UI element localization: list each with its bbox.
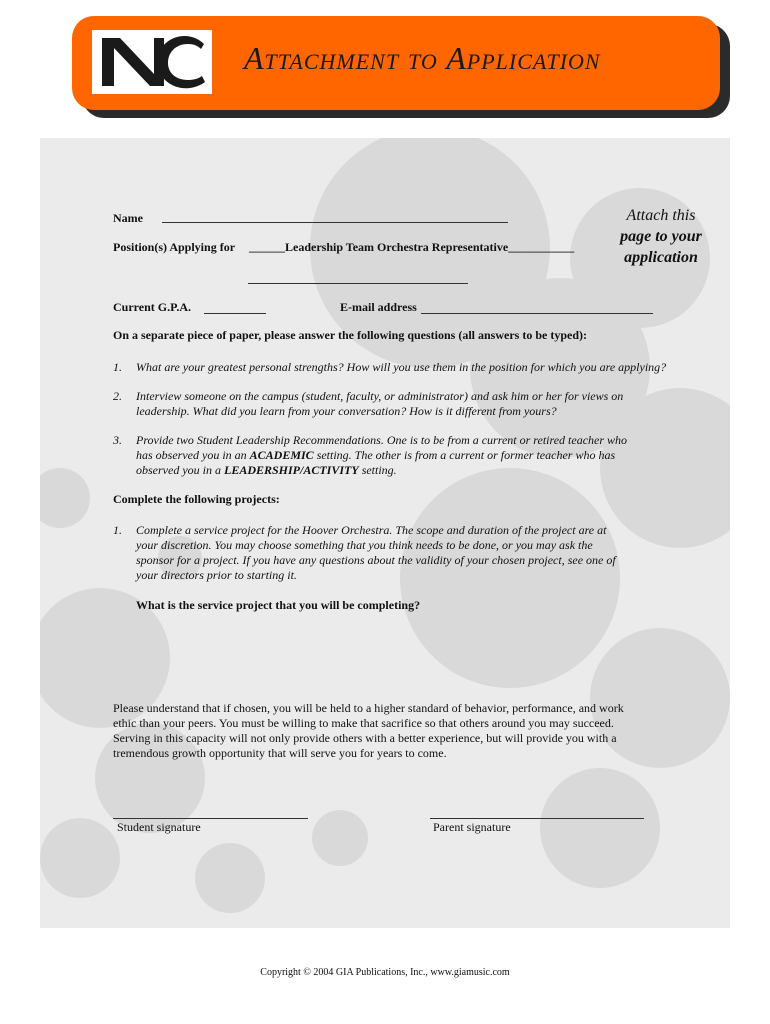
- question-3: [136, 433, 627, 478]
- question-3-line-3-c: setting.: [358, 463, 397, 477]
- question-2-line-2: leadership. What did you learn from your conversation? How is it different from yours?: [136, 404, 557, 418]
- question-1-number: 1.: [113, 360, 122, 374]
- attach-note: [606, 205, 716, 268]
- question-3-line-1: Provide two Student Leadership Recommendations. One is to be from a current or retired teacher who: [136, 433, 628, 447]
- student-signature-label: Student signature: [117, 820, 201, 834]
- position-field[interactable]: [249, 240, 574, 255]
- question-3-line-2-c: setting. The other is from a current or former teacher who has: [313, 448, 616, 462]
- question-2-number: 2.: [113, 389, 122, 403]
- closing-line-2: ethic than your peers. You must be willing to make that sacrifice so that others around you may succeed.: [113, 716, 614, 730]
- attach-note-line-1: Attach this: [626, 207, 696, 224]
- question-1-line-1: What are your greatest personal strengths? How will you use them in the position for which you are applying?: [136, 360, 667, 374]
- parent-signature-field[interactable]: [430, 818, 644, 819]
- position-value: Leadership Team Orchestra Representative: [285, 240, 509, 254]
- attach-note-line-3: application: [624, 249, 698, 266]
- parent-signature-label: Parent signature: [433, 820, 511, 834]
- project-1-line-1: Complete a service project for the Hoover Orchestra. The scope and duration of the project are at: [136, 523, 607, 537]
- svg-text:NC: NC: [98, 42, 100, 43]
- name-label: Name: [113, 211, 143, 225]
- gpa-label: Current G.P.A.: [113, 300, 191, 314]
- project-1: [136, 523, 616, 583]
- attach-note-line-2: page to your: [620, 228, 702, 245]
- question-3-line-3-a: observed you in a: [136, 463, 224, 477]
- copyright-footer: Copyright © 2004 GIA Publications, Inc., www.giamusic.com: [260, 967, 510, 978]
- question-3-number: 3.: [113, 433, 122, 447]
- academic-emphasis: ACADEMIC: [249, 448, 314, 462]
- position-prefix: ______: [249, 240, 285, 254]
- question-1: [136, 360, 666, 375]
- gpa-field[interactable]: [204, 313, 266, 314]
- project-1-line-3: sponsor for a project. If you have any questions about the validity of your chosen project, see one of: [136, 553, 616, 567]
- instructions-intro: On a separate piece of paper, please answer the following questions (all answers to be typed):: [113, 328, 587, 342]
- email-label: E-mail address: [340, 300, 417, 314]
- service-project-question: What is the service project that you will be completing?: [136, 598, 421, 612]
- position-second-line[interactable]: [248, 283, 468, 284]
- email-field[interactable]: [421, 313, 653, 314]
- question-3-line-3: [136, 463, 627, 478]
- page-title: Attachment to Application: [244, 40, 601, 76]
- project-1-line-4: your directors prior to starting it.: [136, 568, 297, 582]
- position-label: Position(s) Applying for: [113, 240, 236, 254]
- leadership-emphasis: LEADERSHIP/ACTIVITY: [223, 463, 359, 477]
- project-1-number: 1.: [113, 523, 122, 537]
- project-1-line-2: your discretion. You may choose something that you think needs to be done, or you may ask the: [136, 538, 593, 552]
- nc-logo-graphic: [92, 30, 212, 94]
- nc-logo: [92, 30, 212, 94]
- question-3-line-2-a: has observed you in an: [136, 448, 250, 462]
- question-2-line-1: Interview someone on the campus (student, faculty, or administrator) and ask him or her for views on: [136, 389, 624, 403]
- closing-line-1: Please understand that if chosen, you will be held to a higher standard of behavior, performance, and work: [113, 701, 624, 715]
- position-suffix: ___________: [508, 240, 575, 254]
- student-signature-field[interactable]: [113, 818, 308, 819]
- closing-line-4: tremendous growth opportunity that will serve you for years to come.: [113, 746, 447, 760]
- projects-heading: Complete the following projects:: [113, 492, 280, 506]
- closing-line-3: Serving in this capacity will not only provide others with a better experience, but will provide you with a: [113, 731, 617, 745]
- name-field[interactable]: [162, 222, 508, 223]
- closing-paragraph: [113, 701, 624, 761]
- question-3-line-2: [136, 448, 627, 463]
- question-2: [136, 389, 623, 419]
